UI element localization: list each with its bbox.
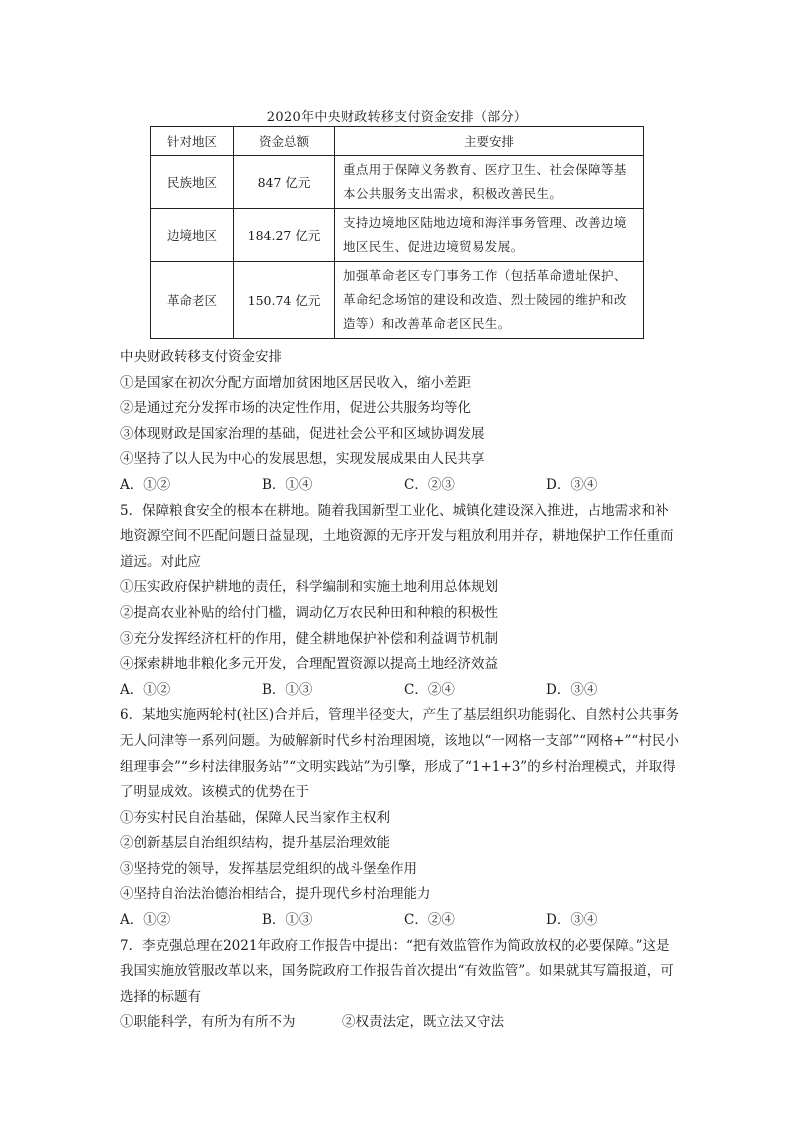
- q4-option-b[interactable]: B．①④: [262, 476, 313, 493]
- q4-option-d[interactable]: D．③④: [546, 476, 598, 493]
- cell-amount: 847 亿元: [234, 156, 335, 209]
- q4-options: [120, 473, 680, 499]
- q4-item-2: ②是通过充分发挥市场的决定性作用，促进公共服务均等化: [120, 400, 471, 417]
- q6-item-4: ④坚持自治法治德治相结合，提升现代乡村治理能力: [120, 886, 431, 903]
- q6-option-b[interactable]: B．①③: [262, 912, 313, 929]
- cell-arrangement: 加强革命老区专门事务工作（包括革命遗址保护、革命纪念场馆的建设和改造、烈士陵园的维护和改造等）和改善革命老区民生。: [335, 262, 644, 339]
- header-arrangement: 主要安排: [335, 127, 644, 156]
- table-row: [151, 156, 644, 209]
- questions-body: [120, 345, 680, 1036]
- q5-option-a[interactable]: A．①②: [120, 681, 171, 698]
- q5-option-c[interactable]: C．②④: [404, 681, 455, 698]
- q6-item-1: ①夯实村民自治基础，保障人民当家作主权利: [120, 809, 390, 826]
- q6-item-2: ②创新基层自治组织结构，提升基层治理效能: [120, 835, 390, 852]
- q6-option-a[interactable]: A．①②: [120, 912, 171, 929]
- cell-region: 边境地区: [151, 209, 234, 262]
- q4-option-a[interactable]: A．①②: [120, 476, 171, 493]
- q6-options: [120, 908, 680, 934]
- q5-item-3: ③充分发挥经济杠杆的作用，健全耕地保护补偿和利益调节机制: [120, 630, 498, 647]
- q7-items: [120, 1010, 680, 1036]
- cell-arrangement: 重点用于保障义务教育、医疗卫生、社会保障等基本公共服务支出需求，积极改善民生。: [335, 156, 644, 209]
- q5-stem: 5．保障粮食安全的根本在耕地。随着我国新型工业化、城镇化建设深入推进，占地需求和补地资源空间不匹配问题日益显现，土地资源的无序开发与粗放利用并存，耕地保护工作任重而道远。对此应: [120, 502, 674, 570]
- funding-table: [150, 126, 644, 339]
- q5-option-d[interactable]: D．③④: [546, 681, 598, 698]
- q4-item-1: ①是国家在初次分配方面增加贫困地区居民收入，缩小差距: [120, 374, 471, 391]
- q6-option-d[interactable]: D．③④: [546, 912, 598, 929]
- q7-stem: 7．李克强总理在2021年政府工作报告中提出：“把有效监管作为简政放权的必要保障。”这是我国实施放管服改革以来，国务院政府工作报告首次提出“有效监管”。如果就其写篇报道，可选择的标题有: [120, 937, 674, 1005]
- cell-amount: 184.27 亿元: [234, 209, 335, 262]
- q6-item-3: ③坚持党的领导，发挥基层党组织的战斗堡垒作用: [120, 860, 417, 877]
- table-title: 2020年中央财政转移支付资金安排（部分）: [266, 110, 528, 125]
- cell-arrangement: 支持边境地区陆地边境和海洋事务管理、改善边境地区民生、促进边境贸易发展。: [335, 209, 644, 262]
- header-region: 针对地区: [151, 127, 234, 156]
- table-header-row: [151, 127, 644, 156]
- q6-stem: 6．某地实施两轮村(社区)合并后，管理半径变大，产生了基层组织功能弱化、自然村公共事务无人问津等一系列问题。为破解新时代乡村治理困境，该地以“一网格一支部”“网格+”“村民小组理事会”“乡村法律服务站”“文明实践站”为引擎，形成了“1+1+3”的乡村治理模式，并取得了明显成效。该模式的优势在于: [120, 707, 680, 801]
- q4-option-c[interactable]: C．②③: [404, 476, 455, 493]
- q5-item-4: ④探索耕地非粮化多元开发，合理配置资源以提高土地经济效益: [120, 656, 498, 673]
- header-amount: 资金总额: [234, 127, 335, 156]
- q7-item-2: ②权责法定，既立法又守法: [342, 1014, 504, 1031]
- q5-options: [120, 678, 680, 704]
- cell-region: 民族地区: [151, 156, 234, 209]
- cell-amount: 150.74 亿元: [234, 262, 335, 339]
- table-row: [151, 262, 644, 339]
- cell-region: 革命老区: [151, 262, 234, 339]
- table-row: [151, 209, 644, 262]
- q5-item-2: ②提高农业补贴的给付门槛，调动亿万农民种田和种粮的积极性: [120, 604, 498, 621]
- q4-item-3: ③体现财政是国家治理的基础，促进社会公平和区域协调发展: [120, 425, 485, 442]
- q7-item-1: ①职能科学，有所为有所不为: [120, 1014, 296, 1031]
- q4-item-4: ④坚持了以人民为中心的发展思想，实现发展成果由人民共享: [120, 451, 485, 468]
- q5-item-1: ①压实政府保护耕地的责任，科学编制和实施土地利用总体规划: [120, 579, 498, 596]
- q5-option-b[interactable]: B．①③: [262, 681, 313, 698]
- q6-option-c[interactable]: C．②④: [404, 912, 455, 929]
- q4-stem: 中央财政转移支付资金安排: [120, 349, 282, 365]
